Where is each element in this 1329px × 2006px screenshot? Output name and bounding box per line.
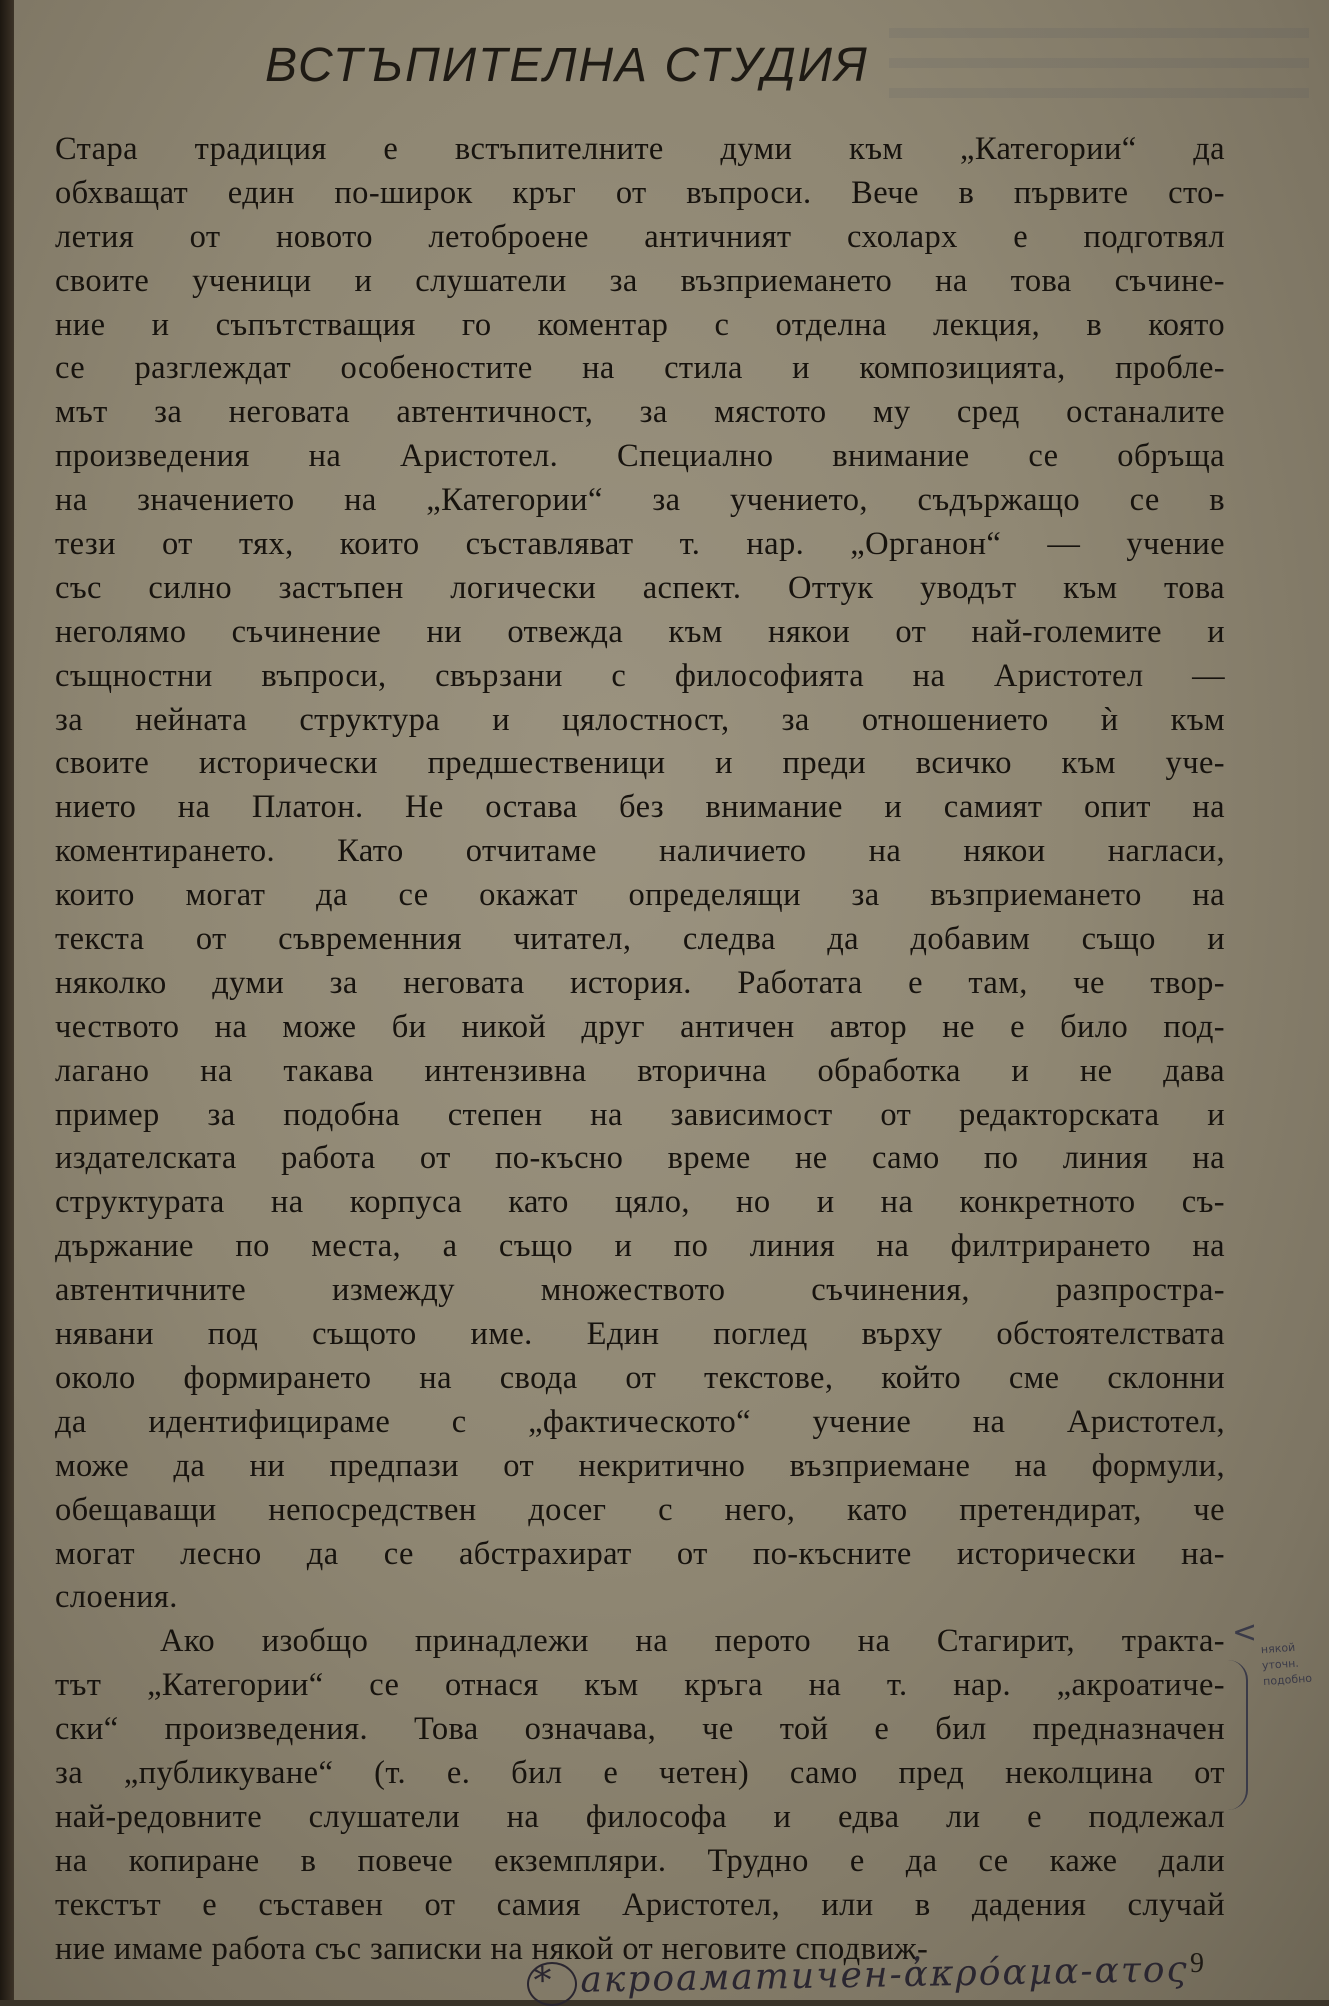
text-line: със силно застъпен логически аспект. Оттук уводът към това — [55, 569, 1225, 606]
text-line: тът „Категории“ се отнася към кръга на т. нар. „акроатиче- — [55, 1667, 1225, 1704]
margin-bracket-mark — [1228, 1660, 1248, 1810]
text-line: обхващат един по-широк кръг от въпроси. Вече в първите сто- — [55, 174, 1225, 211]
text-line: на значението на „Категории“ за учението, съдържащо се в — [55, 482, 1225, 519]
text-line: чеството на може би никой друг античен автор не е било под- — [55, 1008, 1225, 1045]
text-line: структурата на корпуса като цяло, но и на конкретното съ- — [55, 1184, 1225, 1221]
text-line: същностни въпроси, свързани с философията на Аристотел — — [55, 657, 1225, 694]
text-line: неголямо съчинение ни отвежда към някои от най-големите и — [55, 613, 1225, 650]
paragraph — [55, 1620, 1225, 1971]
text-line: държание по места, а също и по линия на филтрирането на — [55, 1228, 1225, 1265]
facing-page-bleed — [889, 28, 1309, 98]
body-text — [55, 128, 1225, 1971]
page-title: ВСТЪПИТЕЛНА СТУДИЯ — [265, 39, 869, 92]
text-line: произведения на Аристотел. Специално внимание се обръща — [55, 438, 1225, 475]
text-line: най-редовните слушатели на философа и едва ли е подлежал — [55, 1798, 1225, 1835]
text-line: коментирането. Като отчитаме наличието на някои нагласи, — [55, 833, 1225, 870]
text-line: ние и съпътстващия го коментар с отделна лекция, в която — [55, 306, 1225, 343]
text-line: за нейната структура и цялостност, за отношението ѝ към — [55, 701, 1225, 738]
text-line: слоения. — [55, 1579, 178, 1616]
text-line: на копиране в повече екземпляри. Трудно е да се каже дали — [55, 1842, 1225, 1879]
text-line: текстът е съставен от самия Аристотел, или в дадения случай — [55, 1886, 1225, 1923]
text-line: се разглеждат особеностите на стила и композицията, пробле- — [55, 350, 1225, 387]
text-line: мът за неговата автентичност, за мястото му сред останалите — [55, 394, 1225, 431]
text-line: които могат да се окажат определящи за възприемането на — [55, 877, 1225, 914]
text-line: около формирането на свода от текстове, който сме склонни — [55, 1359, 1225, 1396]
text-line: ние имаме работа със записки на някой от неговите сподвиж- — [55, 1930, 929, 1967]
text-line: летия от новото летоброене античният схоларх е подготвял — [55, 218, 1225, 255]
text-line: пример за подобна степен на зависимост от редакторската и — [55, 1096, 1225, 1133]
text-line: своите ученици и слушатели за възприемането на това съчине- — [55, 262, 1225, 299]
text-line: няколко думи за неговата история. Работата е там, че твор- — [55, 964, 1225, 1001]
text-line: нявани под същото име. Един поглед върху обстоятелствата — [55, 1316, 1225, 1353]
text-line: за „публикуване“ (т. е. бил е четен) само пред неколцина от — [55, 1754, 1225, 1791]
text-line: Стара традиция е встъпителните думи към „Категории“ да — [55, 131, 1225, 167]
text-line: тези от тях, които съставляват т. нар. „Органон“ — учение — [55, 526, 1225, 563]
text-line: да идентифицираме с „фактическото“ учение на Аристотел, — [55, 1403, 1225, 1440]
text-line: ски“ произведения. Това означава, че той е бил предназначен — [55, 1711, 1225, 1748]
margin-handwritten-note: някой уточн. подобно — [1260, 1640, 1313, 1689]
text-line: Ако изобщо принадлежи на перото на Стагирит, тракта- — [160, 1623, 1225, 1660]
page-number: 9 — [1190, 1948, 1204, 1979]
handwritten-footnote-text: акроаматичен-ἀκρόαμα-ατος — [580, 1949, 1190, 2001]
margin-arrow-mark: < — [1232, 1615, 1258, 1650]
text-line: издателската работа от по-късно време не само по линия на — [55, 1140, 1225, 1177]
handwritten-asterisk: * — [519, 1959, 581, 2002]
text-line: лагано на такава интензивна вторична обработка и не дава — [55, 1052, 1225, 1089]
paragraph — [55, 128, 1225, 1620]
text-line: могат лесно да се абстрахират от по-късните исторически на- — [55, 1535, 1225, 1572]
text-line: текста от съвременния читател, следва да добавим също и — [55, 921, 1225, 958]
text-line: нието на Платон. Не остава без внимание и самият опит на — [55, 789, 1225, 826]
text-line: обещаващи непосредствен досег с него, като претендират, че — [55, 1491, 1225, 1528]
text-line: автентичните измежду множеството съчинения, разпростра- — [55, 1272, 1225, 1309]
text-line: своите исторически предшественици и преди всичко към уче- — [55, 745, 1225, 782]
text-line: може да ни предпази от некритично възприемане на формули, — [55, 1447, 1225, 1484]
